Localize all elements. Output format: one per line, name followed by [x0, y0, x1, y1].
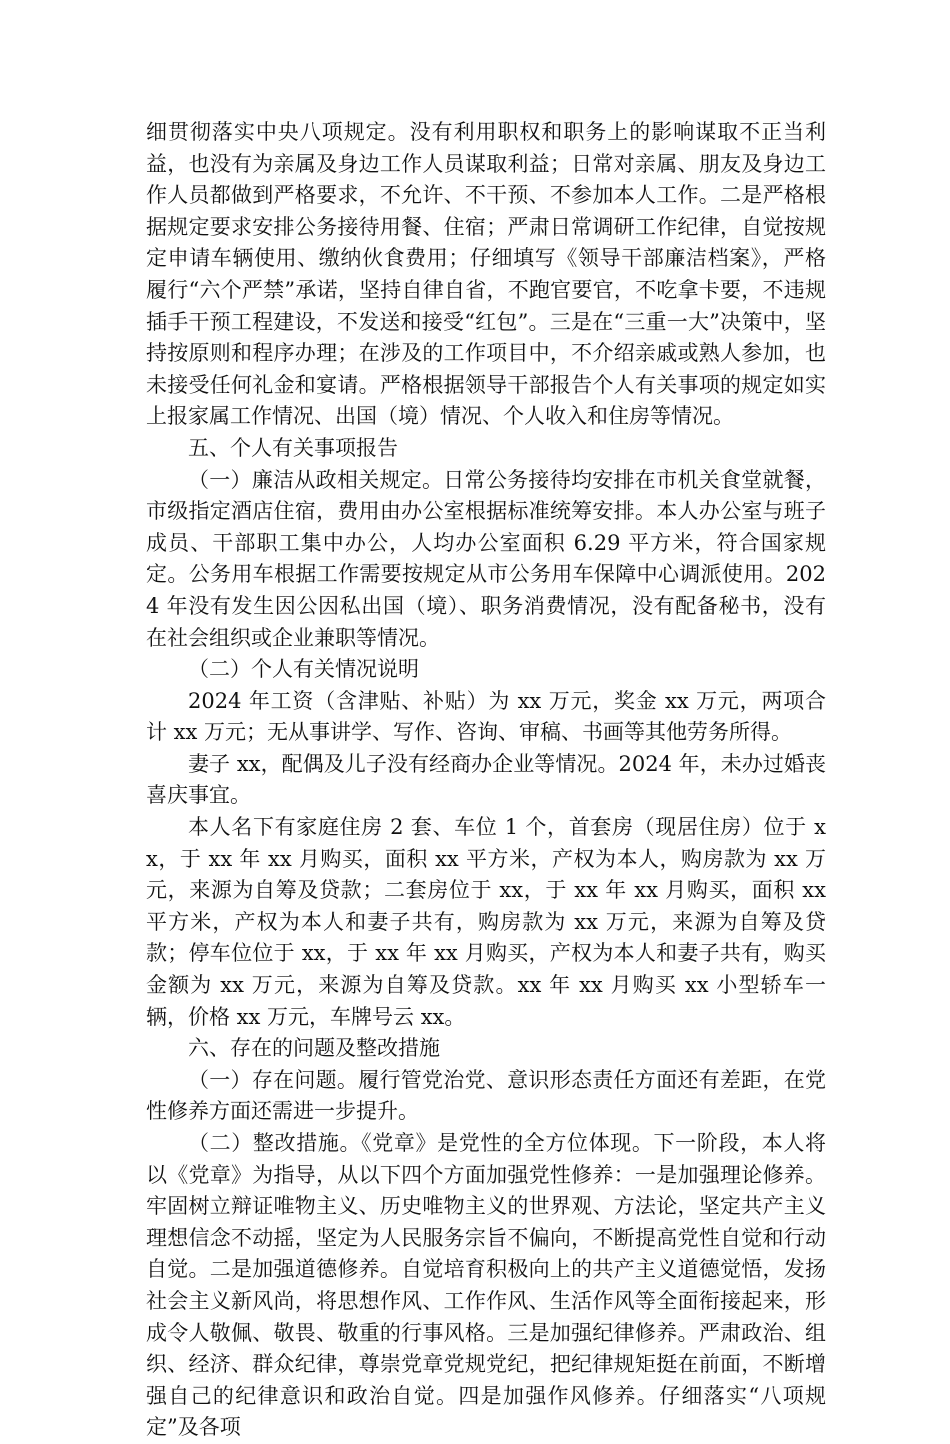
paragraph-rectification: （二）整改措施。《党章》是党性的全方位体现。下一阶段，本人将以《党章》为指导，从以下四个方面加强党性修养：一是加强理论修养。牢固树立辩证唯物主义、历史唯物主义的世界观、方法论，坚定共产主义理想信念不动摇，坚定为人民服务宗旨不偏向，不断提高党性自觉和行动自觉。二是加强道德修养。自觉培育积极向上的共产主义道德觉悟，发扬社会主义新风尚，将思想作风、工作作风、生活作风等全面衔接起来，形成令人敬佩、敬畏、敬重的行事风格。三是加强纪律修养。严肃政治、组织、经济、群众纪律，尊崇党章党规党纪，把纪律规矩挺在前面，不断增强自己的纪律意识和政治自觉。四是加强作风修养。仔细落实“八项规定”及各项 [146, 1131, 826, 1440]
section-heading-problems: 六、存在的问题及整改措施 [188, 1036, 440, 1061]
paragraph-clean-governance: （一）廉洁从政相关规定。日常公务接待均安排在市机关食堂就餐，市级指定酒店住宿，费用由办公室根据标准统筹安排。本人办公室与班子成员、干部职工集中办公，人均办公室面积 6.29 平方米，符合国家规定。公务用车根据工作需要按规定从市公务用车保障中心调派使用。2024 年没有发生因公因私出国（境）、职务消费情况，没有配备秘书，没有在社会组织或企业兼职等情况。 [146, 467, 826, 650]
paragraph-family: 妻子 xx，配偶及儿子没有经商办企业等情况。2024 年，未办过婚丧喜庆事宜。 [146, 751, 826, 808]
paragraph-property: 本人名下有家庭住房 2 套、车位 1 个，首套房（现居住房）位于 xx，于 xx 年 xx 月购买，面积 xx 平方米，产权为本人，购房款为 xx 万元，来源为自筹及贷款；二套房位于 xx，于 xx 年 xx 月购买，面积 xx 平方米，产权为本人和妻子共有，购房款为 xx 万元，来源为自筹及贷款；停车位位于 xx，于 xx 年 xx 月购买，产权为本人和妻子共有，购买金额为 xx 万元，来源为自筹及贷款。xx 年 xx 月购买 xx 小型轿车一辆，价格 xx 万元，车牌号云 xx。 [146, 815, 826, 1029]
paragraph-income: 2024 年工资（含津贴、补贴）为 xx 万元，奖金 xx 万元，两项合计 xx 万元；无从事讲学、写作、咨询、审稿、书画等其他劳务所得。 [146, 688, 826, 745]
paragraph-integrity-continued: 细贯彻落实中央八项规定。没有利用职权和职务上的影响谋取不正当利益，也没有为亲属及身边工作人员谋取利益；日常对亲属、朋友及身边工作人员都做到严格要求，不允许、不干预、不参加本人工作。二是严格根据规定要求安排公务接待用餐、住宿；严肃日常调研工作纪律，自觉按规定申请车辆使用、缴纳伙食费用；仔细填写《领导干部廉洁档案》，严格履行“六个严禁”承诺，坚持自律自省，不跑官要官，不吃拿卡要，不违规插手干预工程建设，不发送和接受“红包”。三是在“三重一大”决策中，坚持按原则和程序办理；在涉及的工作项目中，不介绍亲戚或熟人参加，也未接受任何礼金和宴请。严格根据领导干部报告个人有关事项的规定如实上报家属工作情况、出国（境）情况、个人收入和住房等情况。 [146, 120, 826, 429]
paragraph-problems: （一）存在问题。履行管党治党、意识形态责任方面还有差距，在党性修养方面还需进一步提升。 [146, 1067, 826, 1124]
document-body [146, 117, 826, 1444]
subsection-heading-personal-info: （二）个人有关情况说明 [188, 657, 419, 682]
section-heading-personal-matters: 五、个人有关事项报告 [188, 435, 398, 460]
